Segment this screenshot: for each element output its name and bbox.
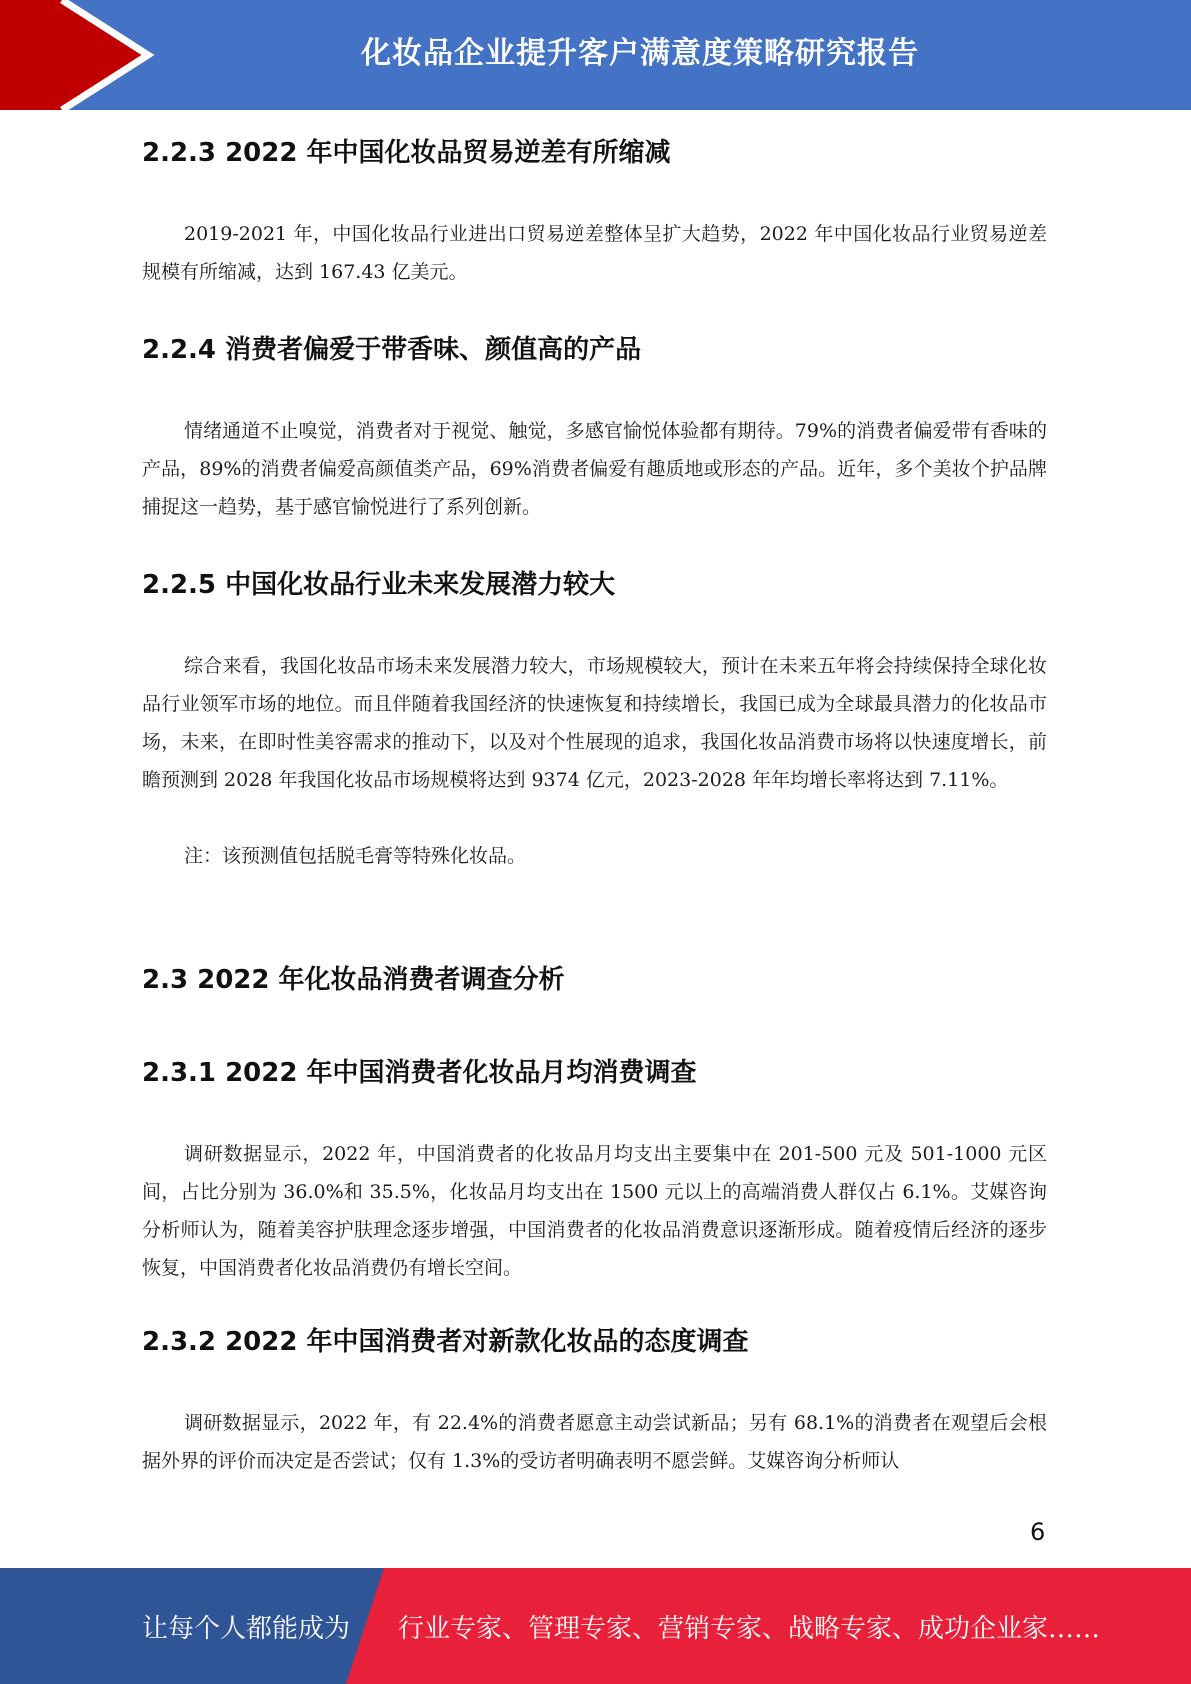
paragraph: 情绪通道不止嗅觉，消费者对于视觉、触觉，多感官愉悦体验都有期待。79%的消费者偏爱带有香味的产品，89%的消费者偏爱高颜值类产品，69%消费者偏爱有趣质地或形态的产品。近年，多个美妆个护品牌捕捉这一趋势，基于感官愉悦进行了系列创新。 xyxy=(142,420,1047,518)
note-paragraph: 注：该预测值包括脱毛膏等特殊化妆品。 xyxy=(184,845,527,867)
section-heading-2-2-5: 2.2.5 中国化妆品行业未来发展潜力较大 xyxy=(142,570,616,600)
section-heading-2-2-4: 2.2.4 消费者偏爱于带香味、颜值高的产品 xyxy=(142,335,642,365)
paragraph: 调研数据显示，2022 年，中国消费者的化妆品月均支出主要集中在 201-500 元及 501-1000 元区间，占比分别为 36.0%和 35.5%，化妆品月均支出在 1500 元以上的高端消费人群仅占 6.1%。艾媒咨询分析师认为，随着美容护肤理念逐步增强，中国消费者的化妆品消费意识逐渐形成。随着疫情后经济的逐步恢复，中国消费者化妆品消费仍有增长空间。 xyxy=(142,1143,1047,1279)
section-heading-2-3-1: 2.3.1 2022 年中国消费者化妆品月均消费调查 xyxy=(142,1058,697,1088)
section-heading-2-3: 2.3 2022 年化妆品消费者调查分析 xyxy=(142,965,565,995)
page-footer xyxy=(0,1568,1191,1684)
footer-slogan-left: 让每个人都能成为 xyxy=(142,1614,351,1644)
paragraph: 2019-2021 年，中国化妆品行业进出口贸易逆差整体呈扩大趋势，2022 年中国化妆品行业贸易逆差规模有所缩减，达到 167.43 亿美元。 xyxy=(142,223,1047,283)
footer-slogan-right: 行业专家、管理专家、营销专家、战略专家、成功企业家…… xyxy=(398,1614,1101,1644)
section-heading-2-2-3: 2.2.3 2022 年中国化妆品贸易逆差有所缩减 xyxy=(142,138,671,168)
section-heading-2-3-2: 2.3.2 2022 年中国消费者对新款化妆品的态度调查 xyxy=(142,1327,749,1357)
page-content xyxy=(142,120,1047,1480)
paragraph: 调研数据显示，2022 年，有 22.4%的消费者愿意主动尝试新品；另有 68.1%的消费者在观望后会根据外界的评价而决定是否尝试；仅有 1.3%的受访者明确表明不愿尝鲜。艾媒咨询分析师认 xyxy=(142,1412,1047,1472)
page-number: 6 xyxy=(1030,1518,1046,1546)
page-header xyxy=(0,0,1191,110)
paragraph: 综合来看，我国化妆品市场未来发展潜力较大，市场规模较大，预计在未来五年将会持续保持全球化妆品行业领军市场的地位。而且伴随着我国经济的快速恢复和持续增长，我国已成为全球最具潜力的化妆品市场，未来，在即时性美容需求的推动下，以及对个性展现的追求，我国化妆品消费市场将以快速度增长，前瞻预测到 2028 年我国化妆品市场规模将达到 9374 亿元，2023-2028 年年均增长率将达到 7.11%。 xyxy=(142,655,1047,791)
report-title: 化妆品企业提升客户满意度策略研究报告 xyxy=(361,36,919,71)
